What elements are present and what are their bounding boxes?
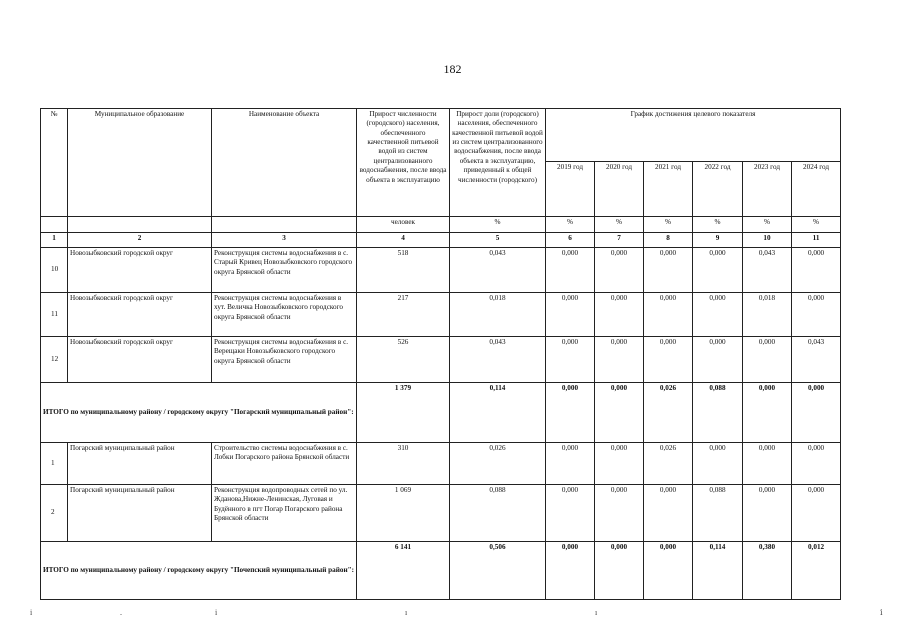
year-value-cell: 0,000 (546, 443, 595, 485)
scan-mark: ı (595, 608, 598, 617)
unit-pct: % (644, 217, 693, 233)
unit-pct: % (792, 217, 841, 233)
year-value-cell: 0,012 (792, 542, 841, 600)
year-value-cell: 0,000 (546, 485, 595, 542)
year-value-cell: 0,000 (595, 337, 644, 383)
column-number: 9 (693, 233, 743, 248)
year-value-cell: 0,043 (792, 337, 841, 383)
year-value-cell: 0,088 (693, 383, 743, 443)
unit-empty (212, 217, 357, 233)
header-year: 2024 год (792, 162, 841, 217)
header-object: Наименование объекта (212, 109, 357, 217)
unit-pct: % (693, 217, 743, 233)
year-value-cell: 0,000 (546, 248, 595, 293)
people-cell: 310 (357, 443, 450, 485)
page-number: 182 (443, 62, 462, 76)
year-value-cell: 0,380 (743, 542, 792, 600)
year-value-cell: 0,000 (693, 248, 743, 293)
year-value-cell: 0,026 (644, 443, 693, 485)
table-row (41, 443, 841, 485)
column-number: 8 (644, 233, 693, 248)
header-municipality: Муниципальное образование (68, 109, 212, 217)
column-number: 7 (595, 233, 644, 248)
unit-people: человек (357, 217, 450, 233)
target-indicator-table (40, 108, 841, 600)
year-value-cell: 0,000 (546, 383, 595, 443)
year-value-cell: 0,000 (743, 485, 792, 542)
year-value-cell: 0,043 (743, 248, 792, 293)
scan-marks (0, 608, 905, 628)
year-value-cell: 0,000 (792, 485, 841, 542)
header-pop-increase: Прирост численности (городского) населения, обеспеченного качественной питьевой водой из систем централизованного водоснабжения, после ввода объекта в эксплуатацию (357, 109, 450, 217)
object-cell: Строительство системы водоснабжения в с. Лобки Погарского района Брянской области (212, 443, 357, 485)
table-row (41, 485, 841, 542)
year-value-cell: 0,000 (595, 443, 644, 485)
share-cell: 0,043 (450, 337, 546, 383)
people-cell: 6 141 (357, 542, 450, 600)
column-number: 1 (41, 233, 68, 248)
municipality-cell: Погарский муниципальный район (68, 443, 212, 485)
year-value-cell: 0,018 (743, 293, 792, 337)
object-cell: Реконструкция системы водоснабжения в хут. Величка Новозыбковского городского округа Брянской области (212, 293, 357, 337)
scan-mark: i (30, 608, 33, 617)
header-year: 2022 год (693, 162, 743, 217)
header-share-increase: Прирост доли (городского) населения, обеспеченного качественной питьевой водой из систем централизованного водоснабжения, после ввода объекта в эксплуатацию, приведенный к общей численности (городского) (450, 109, 546, 217)
column-number: 4 (357, 233, 450, 248)
year-value-cell: 0,000 (693, 443, 743, 485)
object-cell: Реконструкция водопроводных сетей по ул. Жданова,Нижне-Ленинская, Луговая и Будённого в пгт Погар Погарского района Брянской области (212, 485, 357, 542)
year-value-cell: 0,000 (546, 542, 595, 600)
year-value-cell: 0,000 (595, 248, 644, 293)
year-value-cell: 0,000 (595, 293, 644, 337)
header-schedule: График достижения целевого показателя (546, 109, 841, 162)
share-cell: 0,026 (450, 443, 546, 485)
municipality-cell: Новозыбковский городской округ (68, 248, 212, 293)
people-cell: 518 (357, 248, 450, 293)
column-number: 6 (546, 233, 595, 248)
object-cell: Реконструкция системы водоснабжения в с. Верещаки Новозыбковского городского округа Брянской области (212, 337, 357, 383)
column-number: 3 (212, 233, 357, 248)
table-row (41, 337, 841, 383)
table-row (41, 248, 841, 293)
row-number: 10 (41, 248, 68, 293)
unit-pct: % (450, 217, 546, 233)
year-value-cell: 0,088 (693, 485, 743, 542)
year-value-cell: 0,000 (792, 248, 841, 293)
unit-empty (41, 217, 68, 233)
year-value-cell: 0,000 (546, 337, 595, 383)
people-cell: 1 379 (357, 383, 450, 443)
unit-empty (68, 217, 212, 233)
header-year: 2023 год (743, 162, 792, 217)
municipality-cell: Новозыбковский городской округ (68, 293, 212, 337)
year-value-cell: 0,000 (595, 542, 644, 600)
column-number: 5 (450, 233, 546, 248)
year-value-cell: 0,000 (595, 383, 644, 443)
year-value-cell: 0,000 (743, 383, 792, 443)
municipality-cell: Новозыбковский городской округ (68, 337, 212, 383)
year-value-cell: 0,000 (792, 443, 841, 485)
scan-mark: ı (405, 608, 408, 617)
total-label: ИТОГО по муниципальному району / городскому округу "Почепский муниципальный район": (41, 542, 357, 600)
header-year: 2019 год (546, 162, 595, 217)
object-cell: Реконструкция системы водоснабжения в с. Старый Кривец Новозыбковского городского округа Брянской области (212, 248, 357, 293)
unit-pct: % (546, 217, 595, 233)
year-value-cell: 0,000 (693, 337, 743, 383)
people-cell: 217 (357, 293, 450, 337)
table-row (41, 293, 841, 337)
scan-mark: . (120, 608, 122, 617)
row-number: 2 (41, 485, 68, 542)
year-value-cell: 0,026 (644, 383, 693, 443)
share-cell: 0,043 (450, 248, 546, 293)
municipality-cell: Погарский муниципальный район (68, 485, 212, 542)
people-cell: 1 069 (357, 485, 450, 542)
header-no: № (41, 109, 68, 217)
year-value-cell: 0,000 (546, 293, 595, 337)
column-number: 10 (743, 233, 792, 248)
unit-pct: % (743, 217, 792, 233)
year-value-cell: 0,000 (743, 337, 792, 383)
total-row (41, 383, 841, 443)
scan-mark: ⅰ (880, 608, 883, 617)
column-number: 11 (792, 233, 841, 248)
share-cell: 0,088 (450, 485, 546, 542)
total-row (41, 542, 841, 600)
year-value-cell: 0,000 (644, 293, 693, 337)
share-cell: 0,018 (450, 293, 546, 337)
row-number: 1 (41, 443, 68, 485)
header-year: 2020 год (595, 162, 644, 217)
row-number: 12 (41, 337, 68, 383)
header-year: 2021 год (644, 162, 693, 217)
share-cell: 0,506 (450, 542, 546, 600)
row-number: 11 (41, 293, 68, 337)
year-value-cell: 0,000 (595, 485, 644, 542)
year-value-cell: 0,000 (644, 485, 693, 542)
year-value-cell: 0,114 (693, 542, 743, 600)
total-label: ИТОГО по муниципальному району / городскому округу "Погарский муниципальный район": (41, 383, 357, 443)
year-value-cell: 0,000 (693, 293, 743, 337)
column-number: 2 (68, 233, 212, 248)
year-value-cell: 0,000 (743, 443, 792, 485)
people-cell: 526 (357, 337, 450, 383)
year-value-cell: 0,000 (644, 248, 693, 293)
scan-mark: i (215, 608, 218, 617)
year-value-cell: 0,000 (792, 383, 841, 443)
year-value-cell: 0,000 (644, 337, 693, 383)
year-value-cell: 0,000 (792, 293, 841, 337)
year-value-cell: 0,000 (644, 542, 693, 600)
share-cell: 0,114 (450, 383, 546, 443)
unit-pct: % (595, 217, 644, 233)
